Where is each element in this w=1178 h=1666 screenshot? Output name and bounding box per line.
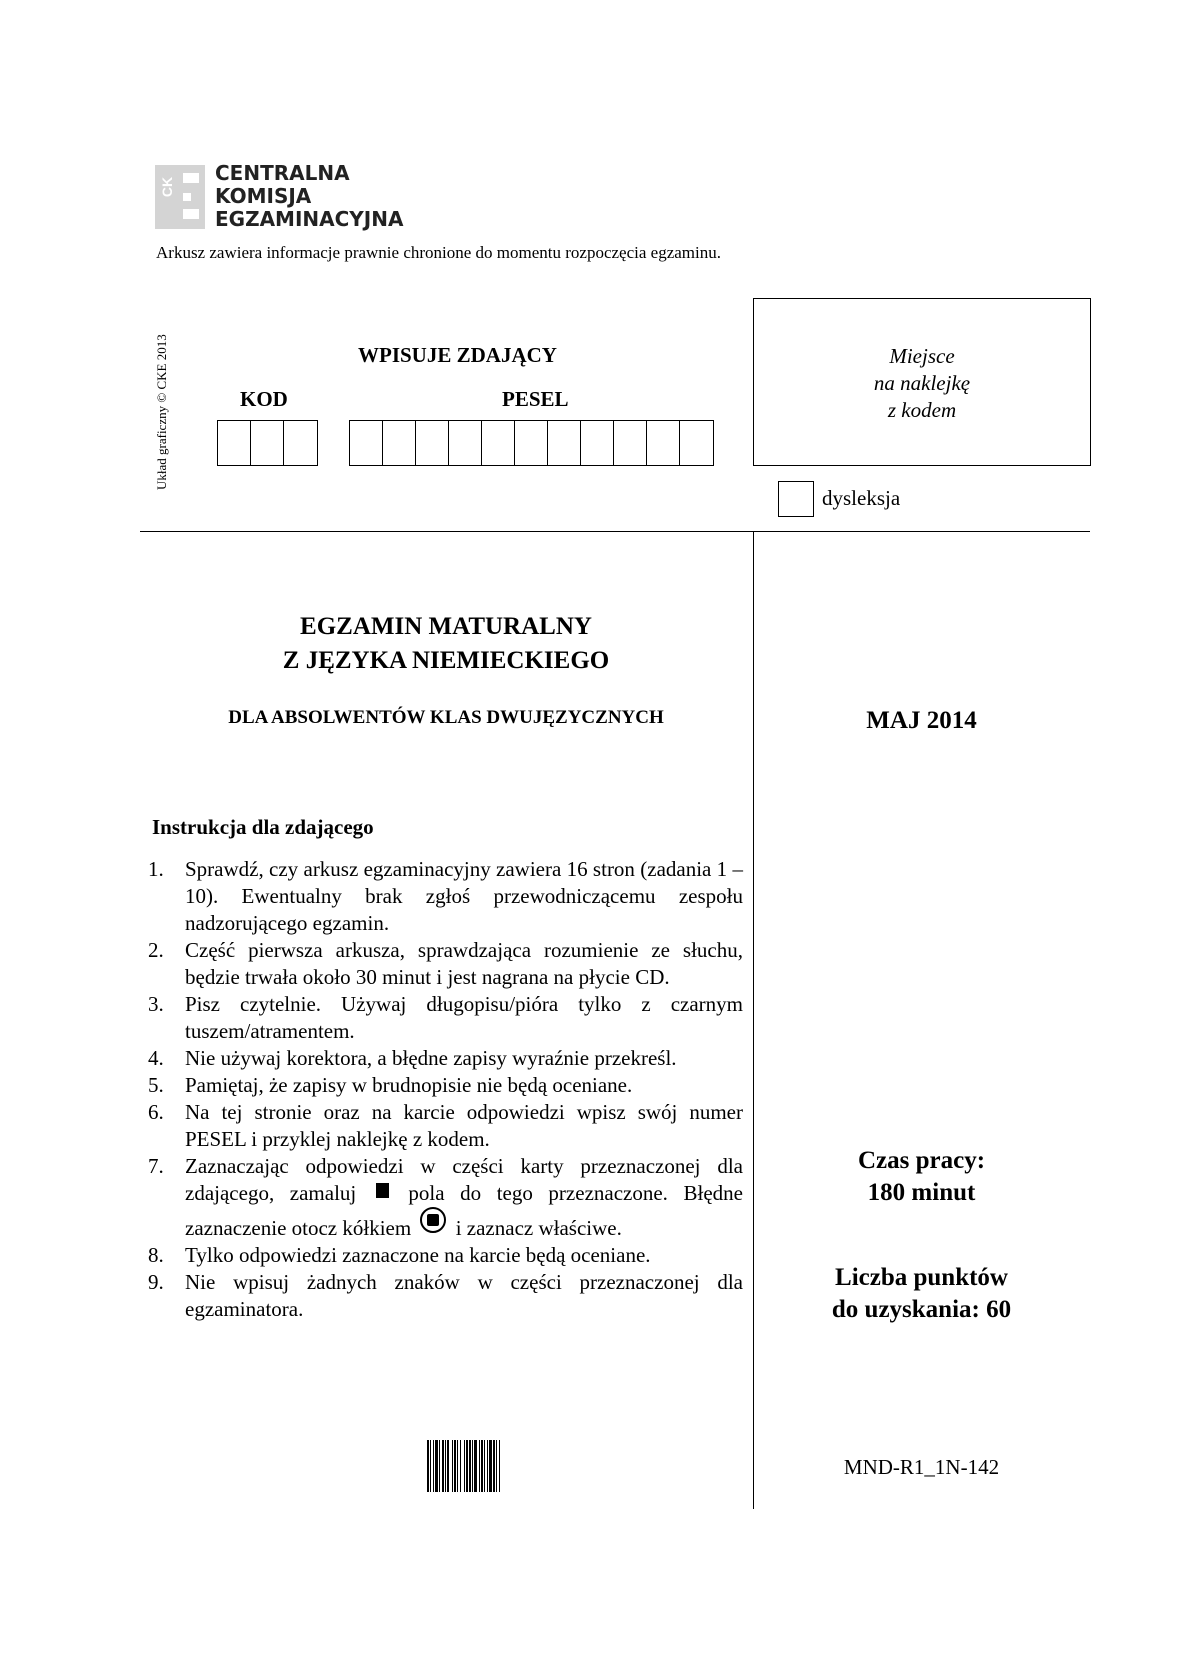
list-item: 4. Nie używaj korektora, a błędne zapisy wyraźnie przekreśl.: [148, 1046, 677, 1070]
list-item: 7. Zaznaczając odpowiedzi w części karty przeznaczonej dla zdającego, zamaluj pola do tego przeznaczone. Błędne zaznaczenie otocz kółkiem i zaznacz właściwe.: [148, 1154, 743, 1240]
sticker-line-3: z kodem: [887, 398, 957, 422]
sticker-line-2: na naklejkę: [873, 371, 971, 395]
dysleksja-label: dysleksja: [822, 486, 901, 510]
instructions-heading: Instrukcja dla zdającego: [152, 815, 374, 839]
candidate-fills-heading: WPISUJE ZDAJĄCY: [358, 343, 557, 367]
max-points: [753, 1262, 1090, 1326]
list-item: 2. Część pierwsza arkusza, sprawdzająca rozumienie ze słuchu, będzie trwała około 30 minut i jest nagrana na płycie CD.: [148, 938, 743, 989]
pesel-cell[interactable]: [581, 421, 614, 465]
exam-title-line-1: EGZAMIN MATURALNY: [300, 613, 592, 640]
kod-cell[interactable]: [251, 421, 284, 465]
pesel-cell[interactable]: [449, 421, 482, 465]
list-item: 1. Sprawdź, czy arkusz egzaminacyjny zawiera 16 stron (zadania 1 – 10). Ewentualny brak zgłoś przewodniczącemu zespołu nadzorującego egzamin.: [148, 857, 743, 935]
pesel-label: PESEL: [502, 387, 569, 411]
exam-code: MND-R1_1N-142: [843, 1455, 1000, 1479]
exam-title: [140, 610, 752, 678]
pesel-cell[interactable]: [482, 421, 515, 465]
logo-mark-text: CK: [159, 176, 176, 198]
exam-session: MAJ 2014: [866, 707, 977, 734]
logo-line-3: EGZAMINACYJNA: [215, 207, 404, 231]
pesel-cell[interactable]: [350, 421, 383, 465]
pesel-cell[interactable]: [680, 421, 713, 465]
pesel-cell[interactable]: [548, 421, 581, 465]
points-label: Liczba punktów: [835, 1264, 1008, 1291]
list-item: 8. Tylko odpowiedzi zaznaczone na karcie będą oceniane.: [148, 1243, 651, 1267]
exam-subtitle: DLA ABSOLWENTÓW KLAS DWUJĘZYCZNYCH: [228, 707, 664, 728]
circled-square-icon: [420, 1207, 446, 1233]
filled-square-icon: [376, 1183, 389, 1198]
instructions-list: [148, 856, 743, 1323]
pesel-cell[interactable]: [383, 421, 416, 465]
kod-label: KOD: [240, 387, 288, 411]
kod-cell[interactable]: [218, 421, 251, 465]
exam-duration: [753, 1145, 1090, 1209]
confidentiality-notice: Arkusz zawiera informacje prawnie chronione do momentu rozpoczęcia egzaminu.: [156, 243, 722, 262]
pesel-cell[interactable]: [614, 421, 647, 465]
barcode-icon: [427, 1440, 573, 1492]
exam-title-line-2: Z JĘZYKA NIEMIECKIEGO: [282, 647, 610, 674]
logo-text: [215, 162, 403, 231]
pesel-cell[interactable]: [515, 421, 548, 465]
kod-input-boxes[interactable]: [217, 420, 318, 466]
sticker-line-1: Miejsce: [889, 344, 955, 368]
list-item: 9. Nie wpisuj żadnych znaków w części przeznaczonej dla egzaminatora.: [148, 1270, 743, 1321]
logo-line-2: KOMISJA: [215, 184, 312, 208]
points-value: do uzyskania: 60: [831, 1296, 1012, 1323]
pesel-input-boxes[interactable]: [349, 420, 714, 466]
duration-label: Czas pracy:: [857, 1147, 986, 1174]
graphic-credit: Układ graficzny © CKE 2013: [154, 334, 169, 490]
list-item: 3. Pisz czytelnie. Używaj długopisu/pióra tylko z czarnym tuszem/atramentem.: [148, 992, 743, 1043]
horizontal-divider: [140, 531, 1090, 532]
duration-value: 180 minut: [867, 1179, 976, 1206]
cke-logo-icon: [155, 165, 205, 229]
kod-cell[interactable]: [284, 421, 317, 465]
list-item: 6. Na tej stronie oraz na karcie odpowiedzi wpisz swój numer PESEL i przyklej naklejkę z kodem.: [148, 1100, 743, 1151]
vertical-divider: [753, 531, 754, 1509]
logo-line-1: CENTRALNA: [215, 161, 350, 185]
pesel-cell[interactable]: [416, 421, 449, 465]
pesel-cell[interactable]: [647, 421, 680, 465]
list-item: 5. Pamiętaj, że zapisy w brudnopisie nie będą oceniane.: [148, 1073, 633, 1097]
sticker-label: [753, 343, 1091, 424]
dysleksja-checkbox[interactable]: [778, 481, 814, 517]
